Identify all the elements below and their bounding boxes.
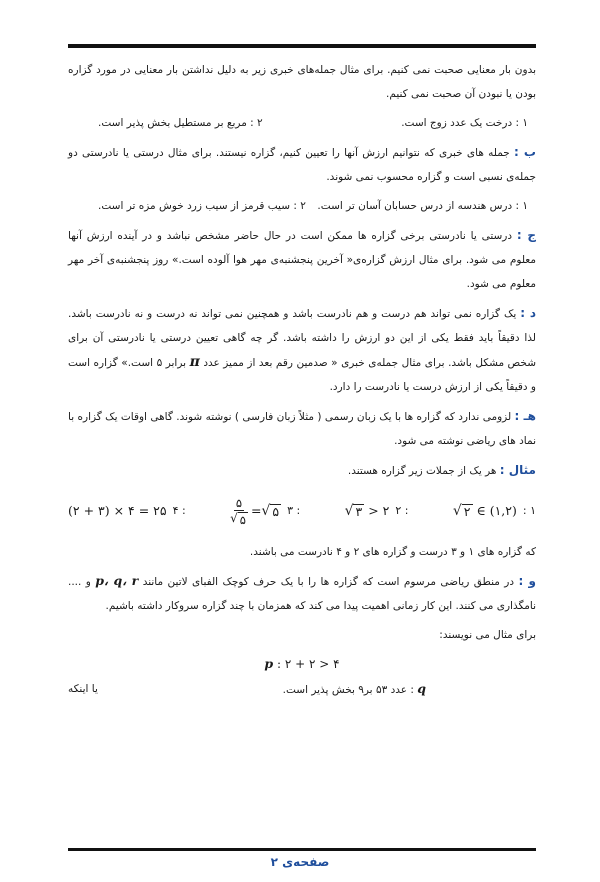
formula-4-expression: (۲ + ۳) × ۴ = ۲۵: [68, 503, 167, 518]
formula-3: [230, 496, 300, 527]
example-intro-text: هر یک از جملات زیر گزاره هستند.: [347, 465, 497, 477]
q-definition: [68, 677, 536, 702]
formula-3-numerator: ۵: [235, 495, 243, 510]
formula-4-number: : ۴: [172, 504, 186, 517]
example-label: مثال :: [499, 463, 536, 477]
section-h: [68, 404, 536, 453]
formula-2-radicand: ۳: [355, 504, 363, 519]
sqrt-symbol: √ ۵: [230, 510, 246, 527]
formula-4: [68, 499, 186, 523]
formula-1: [453, 499, 536, 523]
p-expression: : ۲ + ۲ > ۴: [277, 657, 340, 671]
formula-conclusion: که گزاره های ۱ و ۳ درست و گزاره های ۲ و ۴ نادرست می باشند.: [249, 546, 536, 558]
formula-3-denominator: ۵: [239, 512, 246, 527]
example-1-item-1: ۱ : درخت یک عدد زوج است.: [401, 117, 528, 129]
formula-2-expression: [345, 499, 390, 523]
for-example-line: برای مثال می نویسند:: [439, 629, 536, 641]
pi-symbol: π: [189, 354, 200, 370]
example-intro: [68, 458, 536, 483]
example-2-item-2: ۲ : سیب قرمز از سیب زرد خوش مزه تر است.: [98, 200, 306, 212]
example-pair-2: [68, 194, 536, 218]
formula-3-radicand: ۵: [272, 504, 280, 519]
section-d-text-1: یک گزاره نمی تواند هم درست و هم نادرست باشد و همچنین نمی تواند نه درست و نه نادرست باشد. لذا دقیقاً باید فقط یکی از این دو ارزش را داشته باشد. گر چه گاهی تعیین درستی یا نادرستی آن برای شخص مشکل باشد. برای مثال جمله‌ی خبری « صدمین رقم بعد از ممیز عدد: [68, 308, 537, 369]
section-d: [68, 301, 536, 399]
section-j-text: درستی یا نادرستی برخی گزاره ها ممکن است در حال حاضر مشخص نباشد و در آینده ارزش آنها معلوم می شود. برای مثال ارزش گزاره‌ی« آخرین پنجشنبه‌ی مهر هوا آلوده است.» روز پنجشنبه‌ی آخر مهر معلوم می شود.: [68, 230, 536, 290]
sqrt-symbol: √ ۲: [452, 503, 471, 519]
latin-letters: p، q، r: [95, 573, 139, 588]
section-j-label: ج :: [516, 228, 537, 242]
q-letter: q: [417, 681, 426, 696]
or-that-label: یا اینکه: [68, 683, 98, 695]
formula-1-number: ۱ :: [522, 504, 536, 517]
section-j: [68, 223, 536, 296]
section-v: [68, 569, 536, 618]
sqrt-symbol: √ ۵: [261, 503, 280, 519]
top-rule: [68, 44, 536, 48]
section-v-text-2: و .... نامگذاری می کنند. این کار زمانی اهمیت پیدا می کند که همزمان با چند گزاره سروکار داشته باشیم.: [68, 576, 536, 612]
formula-3-number: : ۳: [287, 504, 301, 517]
section-b: [68, 140, 536, 189]
q-definition-text: [283, 677, 536, 702]
formula-3-fraction: [230, 496, 248, 527]
section-h-label: هـ :: [514, 409, 536, 423]
formula-1-rest: ∈ (۱,۲): [476, 503, 517, 518]
section-v-label: و :: [518, 574, 536, 588]
formula-2-rest: > ۲: [368, 503, 390, 518]
p-definition: [68, 652, 536, 677]
example-1-item-2: ۲ : مربع بر مستطیل بخش پذیر است.: [98, 117, 263, 129]
section-h-text: لزومی ندارد که گزاره ها با یک زبان رسمی ( مثلاً زبان فارسی ) نوشته شوند. گاهی اوقات یک گزاره با نماد های ریاضی نوشته می شود.: [68, 411, 536, 447]
example-pair-1: [68, 111, 536, 135]
formula-2-number: : ۲: [395, 504, 409, 517]
formula-1-expression: [453, 499, 517, 523]
formula-2: [345, 499, 409, 523]
section-b-text: جمله های خبری که نتوانیم ارزش آنها را تعیین کنیم، گزاره نیستند. برای مثال درستی یا نادرستی دو جمله‌ی نسبی است و گزاره محسوب نمی شوند.: [68, 147, 536, 183]
formula-row: [68, 488, 536, 534]
section-b-label: ب :: [514, 145, 536, 159]
formula-3-expression: [230, 496, 281, 527]
formula-3-equals: =: [250, 503, 262, 518]
section-d-label: د :: [520, 306, 537, 320]
section-v-text-1: در منطق ریاضی مرسوم است که گزاره ها را با یک حرف کوچک الفبای لاتین مانند: [142, 576, 515, 588]
bottom-rule: [68, 848, 536, 851]
intro-paragraph: بدون بار معنایی صحبت نمی کنیم. برای مثال جمله‌های خبری زیر به دلیل نداشتن بار معنایی در مورد گزاره بودن یا نبودن آن صحبت نمی کنیم.: [68, 64, 536, 100]
p-letter: p: [264, 656, 274, 671]
page-content: [68, 58, 536, 707]
q-statement: : عدد ۵۳ بر۹ بخش پذیر است.: [282, 684, 414, 696]
formula-1-radicand: ۲: [463, 504, 471, 519]
page-number: صفحه‌ی ۲: [270, 855, 330, 869]
section-d-text-2: برابر ۵ است.» گزاره است و دقیقاً یکی از ارزش درست یا نادرست را دارد.: [68, 357, 536, 393]
sqrt-symbol: √ ۳: [344, 503, 363, 519]
example-2-item-1: ۱ : درس هندسه از درس حسابان آسان تر است.: [317, 200, 528, 212]
p-definition-expression: [264, 652, 339, 676]
